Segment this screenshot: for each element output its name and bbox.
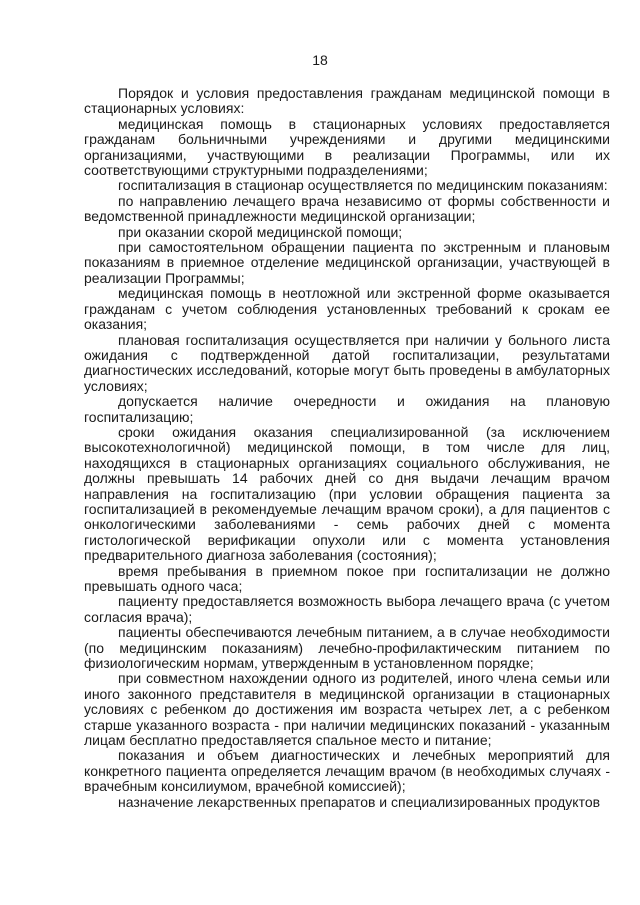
- paragraph-12: пациенту предоставляется возможность выбора лечащего врача (с учетом согласия врача);: [84, 593, 610, 625]
- paragraph-15: показания и объем диагностических и лечебных мероприятий для конкретного пациента определяется лечащим врачом (в необходимых случаях - врачебным консилиумом, врачебной комиссией);: [84, 747, 610, 795]
- page-number: 18: [312, 52, 328, 68]
- paragraph-1: Порядок и условия предоставления гражданам медицинской помощи в стационарных условиях:: [84, 85, 610, 117]
- paragraph-7: медицинская помощь в неотложной или экстренной форме оказывается гражданам с учетом соблюдения установленных требований к срокам ее оказания;: [84, 285, 610, 333]
- paragraph-14: при совместном нахождении одного из родителей, иного члена семьи или иного законного представителя в медицинской организации в стационарных условиях с ребенком до достижения им возраста четырех лет, а с ребенком старше указанного возраста - при наличии медицинских показаний - указанным лицам бесплатно предоставляется спальное место и питание;: [84, 670, 610, 749]
- paragraph-3: госпитализация в стационар осуществляется по медицинским показаниям:: [118, 177, 608, 194]
- paragraph-2: медицинская помощь в стационарных условиях предоставляется гражданам больничными учреждениями и другими медицинскими организациями, участвующими в реализации Программы, или их соответствующими структурными подразделениями;: [84, 115, 610, 179]
- paragraph-16: назначение лекарственных препаратов и специализированных продуктов: [118, 793, 601, 810]
- paragraph-8: плановая госпитализация осуществляется при наличии у больного листа ожидания с подтвержденной датой госпитализации, результатами диагностических исследований, которые могут быть проведены в амбулаторных условиях;: [84, 331, 610, 394]
- paragraph-10: сроки ожидания оказания специализированной (за исключением высокотехнологичной) медицинской помощи, в том числе для лиц, находящихся в стационарных организациях социального обслуживания, не должны превышать 14 рабочих дней со дня выдачи лечащим врачом направления на госпитализацию (при условии обращения пациента за госпитализацией в рекомендуемые лечащим врачом сроки), а для пациентов с онкологическими заболеваниями - семь рабочих дней с момента гистологической верификации опухоли или с момента установления предварительного диагноза заболевания (состояния);: [84, 423, 610, 564]
- paragraph-5: при оказании скорой медицинской помощи;: [118, 223, 403, 240]
- paragraph-4: по направлению лечащего врача независимо от формы собственности и ведомственной принадлежности медицинской организации;: [84, 192, 610, 225]
- paragraph-9: допускается наличие очередности и ожидания на плановую госпитализацию;: [84, 393, 610, 425]
- paragraph-13: пациенты обеспечиваются лечебным питанием, а в случае необходимости (по медицинским показаниям) лечебно-профилактическим питанием по физиологическим нормам, утвержденным в установленном порядке;: [84, 624, 610, 672]
- document-body: [84, 86, 610, 810]
- paragraph-11: время пребывания в приемном покое при госпитализации не должно превышать одного часа;: [84, 562, 610, 594]
- paragraph-6: при самостоятельном обращении пациента по экстренным и плановым показаниям в приемное отделение медицинской организации, участвующей в реализации Программы;: [84, 239, 610, 286]
